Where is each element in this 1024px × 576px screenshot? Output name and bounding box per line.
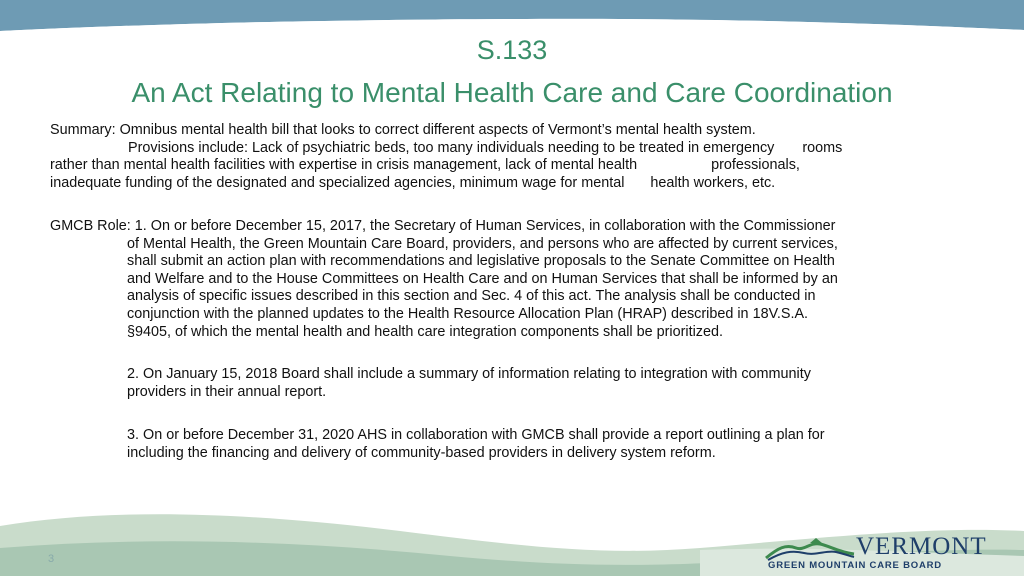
summary-line-2-end: rooms	[802, 139, 843, 156]
summary-line-4-end: health workers, etc.	[650, 174, 776, 191]
gmcb-role-item-1-body	[50, 236, 955, 342]
gmcb-logo	[764, 532, 1008, 572]
summary-line-3	[50, 157, 955, 175]
bill-number-title: S.133	[476, 35, 548, 65]
mountain-logo-icon	[764, 534, 856, 562]
page-number: 3	[48, 553, 55, 565]
gmcb-role-item-2-line: providers in their annual report.	[127, 383, 327, 400]
gmcb-role-item-3-line: 3. On or before December 31, 2020 AHS in collaboration with GMCB shall provide a report outlining a plan for	[127, 427, 825, 443]
gmcb-role-item-3	[127, 427, 957, 462]
logo-wordmark: VERMONT	[856, 533, 987, 560]
summary-line-2	[50, 140, 955, 158]
gmcb-role-item-1-line: §9405, of which the mental health and health care integration components shall be prioritized.	[127, 323, 723, 340]
gmcb-role-item-2-line: 2. On January 15, 2018 Board shall include a summary of information relating to integration with community	[127, 366, 811, 382]
summary-line-3-end: professionals,	[711, 157, 800, 174]
page-title: An Act Relating to Mental Health Care and Care Coordination	[131, 77, 893, 108]
summary-section	[50, 122, 955, 192]
gmcb-role-item-1-line: shall submit an action plan with recommendations and legislative proposals to the Senate Committee on Health	[127, 253, 835, 270]
gmcb-role-item-1-first-line: GMCB Role: 1. On or before December 15, 2017, the Secretary of Human Services, in collaboration with the Commissioner	[50, 218, 836, 234]
gmcb-role-section	[50, 218, 955, 341]
gmcb-role-item-2	[127, 366, 957, 401]
summary-line-2-text: Provisions include: Lack of psychiatric beds, too many individuals needing to be treated in emergency	[128, 139, 775, 156]
gmcb-role-item-1-line: analysis of specific issues described in this section and Sec. 4 of this act. The analysis shall be conducted in	[127, 288, 816, 305]
gmcb-role-item-1-line: and Welfare and to the House Committees on Health Care and on Human Services that shall be informed by an	[127, 270, 838, 287]
top-wave-band	[0, 0, 1024, 34]
summary-line-4-text: inadequate funding of the designated and specialized agencies, minimum wage for mental	[50, 174, 625, 191]
gmcb-role-item-1-line: conjunction with the planned updates to the Health Resource Allocation Plan (HRAP) described in 18V.S.A.	[127, 305, 809, 322]
gmcb-role-item-3-line: including the financing and delivery of community-based providers in delivery system reform.	[127, 444, 716, 461]
logo-subtitle: GREEN MOUNTAIN CARE BOARD	[768, 560, 942, 571]
summary-line-4	[50, 175, 955, 193]
gmcb-role-item-1-line: of Mental Health, the Green Mountain Care Board, providers, and persons who are affected by current services,	[127, 235, 838, 252]
summary-line-3-text: rather than mental health facilities with expertise in crisis management, lack of mental health	[50, 157, 638, 174]
summary-line-1: Summary: Omnibus mental health bill that looks to correct different aspects of Vermont’s mental health system.	[50, 122, 756, 138]
